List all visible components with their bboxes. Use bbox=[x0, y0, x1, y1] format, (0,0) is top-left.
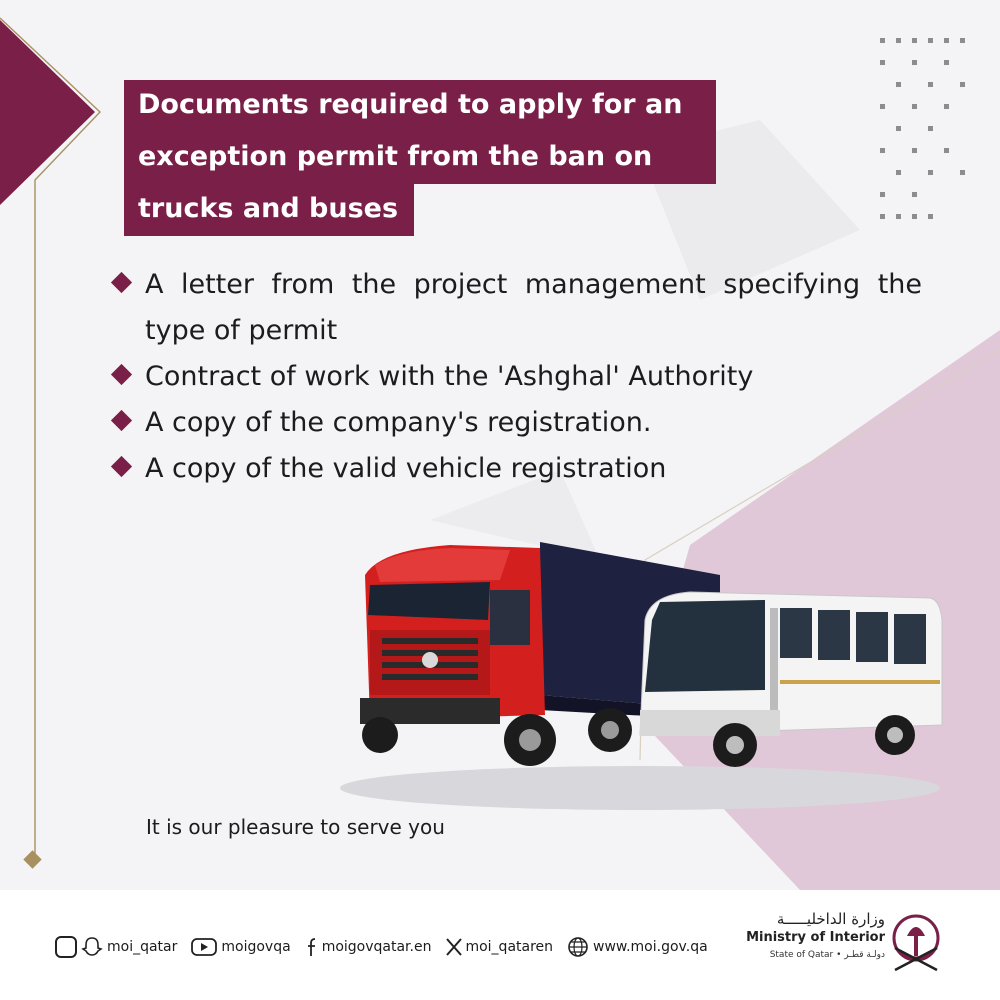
vehicles-illustration bbox=[340, 520, 960, 820]
social-link-facebook[interactable] bbox=[305, 936, 432, 958]
globe-icon bbox=[567, 936, 589, 958]
headline-line-1: Documents required to apply for an bbox=[124, 80, 716, 132]
social-links bbox=[55, 936, 722, 958]
bus-image bbox=[640, 592, 942, 767]
social-link-youtube[interactable] bbox=[191, 937, 290, 957]
instagram-icon bbox=[55, 936, 77, 958]
qatar-emblem-icon bbox=[887, 908, 945, 980]
requirement-item bbox=[112, 446, 922, 492]
requirement-text: A letter from the project management specifying the type of permit bbox=[145, 269, 922, 346]
social-handle: moigovqatar.en bbox=[321, 939, 432, 955]
social-link-x[interactable] bbox=[445, 937, 553, 957]
requirement-text: Contract of work with the 'Ashghal' Authority bbox=[145, 361, 754, 392]
logo-arabic-text: وزارة الداخليـــــة bbox=[776, 910, 885, 928]
requirement-item bbox=[112, 400, 922, 446]
logo-english-text: Ministry of Interior bbox=[746, 930, 885, 945]
snapchat-icon bbox=[81, 936, 103, 958]
headline-line-2: exception permit from the ban on bbox=[124, 132, 716, 184]
diamond-bullet-icon bbox=[111, 364, 132, 385]
requirements-list bbox=[112, 262, 922, 492]
headline bbox=[124, 80, 716, 236]
social-handle: moi_qatar bbox=[107, 939, 178, 955]
social-link-instagram-snapchat[interactable] bbox=[55, 936, 177, 958]
diamond-bullet-icon bbox=[111, 272, 132, 293]
footer bbox=[0, 890, 1000, 1000]
dot-pattern bbox=[880, 38, 965, 219]
gold-diamond bbox=[23, 850, 41, 868]
x-icon bbox=[445, 937, 463, 957]
facebook-icon bbox=[305, 936, 319, 958]
requirement-text: A copy of the valid vehicle registration bbox=[145, 453, 667, 484]
logo-subtitle-text: State of Qatar • دولـة قطـر bbox=[769, 950, 885, 960]
social-handle: moigovqa bbox=[221, 939, 291, 955]
requirement-text: A copy of the company's registration. bbox=[145, 407, 652, 438]
headline-line-3: trucks and buses bbox=[124, 184, 414, 236]
slogan-text: It is our pleasure to serve you bbox=[146, 815, 445, 839]
social-link-website[interactable] bbox=[567, 936, 708, 958]
requirement-item bbox=[112, 354, 922, 400]
diamond-bullet-icon bbox=[111, 456, 132, 477]
diamond-bullet-icon bbox=[111, 410, 132, 431]
requirement-item bbox=[112, 262, 922, 354]
social-handle: www.moi.gov.qa bbox=[593, 939, 708, 955]
ministry-logo bbox=[745, 908, 945, 988]
social-handle: moi_qataren bbox=[465, 939, 554, 955]
youtube-icon bbox=[191, 937, 217, 957]
corner-triangle bbox=[0, 20, 95, 205]
